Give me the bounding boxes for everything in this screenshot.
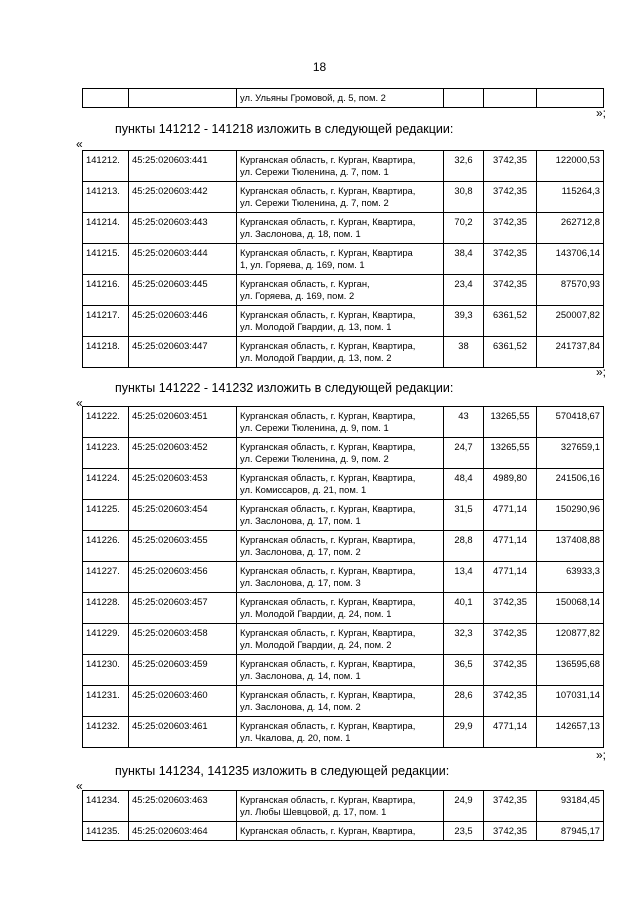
table-row: [83, 791, 604, 822]
cell-cost: 150290,96: [537, 500, 604, 531]
table-row: [83, 562, 604, 593]
cell-cost: 150068,14: [537, 593, 604, 624]
cell-cadastral: 45:25:020603:446: [129, 306, 237, 337]
address-line: ул. Заслонова, д. 17, пом. 2: [240, 546, 361, 557]
cell-num: 141216.: [83, 275, 129, 306]
cell-area: 32,3: [444, 624, 484, 655]
cell-area: 38: [444, 337, 484, 368]
table-row: [83, 469, 604, 500]
cell-address: [237, 337, 444, 368]
cell-price: 3742,35: [484, 791, 537, 822]
table-row: [83, 151, 604, 182]
address-line: Курганская область, г. Курган, Квартира,: [240, 441, 416, 452]
page-number: 18: [312, 60, 327, 74]
cell-address: [237, 717, 444, 748]
cell-area: 13,4: [444, 562, 484, 593]
cell-cadastral: 45:25:020603:455: [129, 531, 237, 562]
address-line: Курганская область, г. Курган, Квартира,: [240, 689, 416, 700]
cell-num: 141217.: [83, 306, 129, 337]
cell-num: 141214.: [83, 213, 129, 244]
cell-area: 38,4: [444, 244, 484, 275]
cell-cadastral: 45:25:020603:461: [129, 717, 237, 748]
cell-address: ул. Ульяны Громовой, д. 5, пом. 2: [237, 89, 444, 108]
cell-num: 141231.: [83, 686, 129, 717]
cell-price: 6361,52: [484, 337, 537, 368]
cell-address: [237, 822, 444, 841]
table-row: [83, 593, 604, 624]
cell-num: 141232.: [83, 717, 129, 748]
cell-cadastral: 45:25:020603:460: [129, 686, 237, 717]
cell-cost: 107031,14: [537, 686, 604, 717]
table-row: [83, 500, 604, 531]
table-row: [83, 624, 604, 655]
cell-cadastral: 45:25:020603:452: [129, 438, 237, 469]
address-line: ул. Молодой Гвардии, д. 24, пом. 1: [240, 608, 392, 619]
cell-address: [237, 469, 444, 500]
address-line: Курганская область, г. Курган, Квартира,: [240, 825, 416, 836]
address-line: ул. Горяева, д. 169, пом. 2: [240, 290, 355, 301]
cell-price: 4771,14: [484, 531, 537, 562]
cell-cost: 63933,3: [537, 562, 604, 593]
cell-area: 48,4: [444, 469, 484, 500]
cell-area: 43: [444, 407, 484, 438]
cell-price: 6361,52: [484, 306, 537, 337]
cell-cadastral: 45:25:020603:459: [129, 655, 237, 686]
cell-cost: 250007,82: [537, 306, 604, 337]
table-row: [83, 244, 604, 275]
registry-table: [82, 406, 604, 748]
address-line: Курганская область, г. Курган, Квартира,: [240, 658, 416, 669]
registry-table: [82, 150, 604, 368]
cell-cost: 87570,93: [537, 275, 604, 306]
cell-price: 4989,80: [484, 469, 537, 500]
address-line: Курганская область, г. Курган, Квартира,: [240, 596, 416, 607]
cell-num: 141227.: [83, 562, 129, 593]
cell-price: 4771,14: [484, 717, 537, 748]
cell-cost: 115264,3: [537, 182, 604, 213]
cell-cadastral: 45:25:020603:458: [129, 624, 237, 655]
table-row: [83, 275, 604, 306]
cell-cost: 120877,82: [537, 624, 604, 655]
address-line: ул. Сережи Тюленина, д. 9, пом. 2: [240, 453, 389, 464]
address-line: ул. Чкалова, д. 20, пом. 1: [240, 732, 351, 743]
cell-area: [444, 89, 484, 108]
cell-cadastral: 45:25:020603:464: [129, 822, 237, 841]
table-row: [83, 182, 604, 213]
cell-cadastral: 45:25:020603:456: [129, 562, 237, 593]
cell-num: 141230.: [83, 655, 129, 686]
cell-address: [237, 244, 444, 275]
cell-area: 28,8: [444, 531, 484, 562]
cell-cadastral: 45:25:020603:453: [129, 469, 237, 500]
table-row: [83, 686, 604, 717]
address-line: Курганская область, г. Курган, Квартира,: [240, 410, 416, 421]
cell-cost: 122000,53: [537, 151, 604, 182]
cell-address: [237, 686, 444, 717]
table-row: [83, 337, 604, 368]
table-row: [83, 655, 604, 686]
cell-address: [237, 791, 444, 822]
cell-num: 141228.: [83, 593, 129, 624]
address-line: ул. Молодой Гвардии, д. 13, пом. 2: [240, 352, 392, 363]
cell-cadastral: 45:25:020603:447: [129, 337, 237, 368]
cell-price: 3742,35: [484, 624, 537, 655]
address-line: Курганская область, г. Курган, Квартира,: [240, 154, 416, 165]
address-line: ул. Заслонова, д. 14, пом. 1: [240, 670, 361, 681]
cell-cadastral: 45:25:020603:457: [129, 593, 237, 624]
address-line: Курганская область, г. Курган, Квартира: [240, 247, 413, 258]
cell-area: 23,5: [444, 822, 484, 841]
cell-price: 13265,55: [484, 407, 537, 438]
cell-cost: 241506,16: [537, 469, 604, 500]
cell-cost: 327659,1: [537, 438, 604, 469]
cell-num: 141235.: [83, 822, 129, 841]
address-line: Курганская область, г. Курган, Квартира,: [240, 185, 416, 196]
address-line: ул. Сережи Тюленина, д. 9, пом. 1: [240, 422, 389, 433]
address-line: ул. Заслонова, д. 17, пом. 1: [240, 515, 361, 526]
section-instruction: пункты 141222 - 141232 изложить в следующей редакции:: [115, 381, 454, 395]
address-line: Курганская область, г. Курган, Квартира,: [240, 216, 416, 227]
closing-quote: »;: [596, 365, 607, 379]
cell-price: 3742,35: [484, 213, 537, 244]
cell-num: 141215.: [83, 244, 129, 275]
cell-cadastral: 45:25:020603:445: [129, 275, 237, 306]
cell-cost: 93184,45: [537, 791, 604, 822]
cell-price: [484, 89, 537, 108]
cell-price: 3742,35: [484, 822, 537, 841]
table-row: [83, 213, 604, 244]
cell-num: [83, 89, 129, 108]
closing-quote: »;: [596, 748, 607, 762]
table-row: [83, 717, 604, 748]
cell-price: 13265,55: [484, 438, 537, 469]
cell-cost: [537, 89, 604, 108]
cell-cadastral: 45:25:020603:451: [129, 407, 237, 438]
registry-table: [82, 790, 604, 841]
cell-cost: 143706,14: [537, 244, 604, 275]
address-line: 1, ул. Горяева, д. 169, пом. 1: [240, 259, 365, 270]
cell-cost: 137408,88: [537, 531, 604, 562]
address-line: ул. Любы Шевцовой, д. 17, пом. 1: [240, 806, 387, 817]
cell-area: 23,4: [444, 275, 484, 306]
cell-area: 39,3: [444, 306, 484, 337]
cell-num: 141229.: [83, 624, 129, 655]
cell-address: [237, 182, 444, 213]
cell-area: 32,6: [444, 151, 484, 182]
cell-address: [237, 438, 444, 469]
cell-cadastral: 45:25:020603:454: [129, 500, 237, 531]
cell-num: 141213.: [83, 182, 129, 213]
address-line: Курганская область, г. Курган, Квартира,: [240, 794, 416, 805]
cell-cost: 241737,84: [537, 337, 604, 368]
cell-address: [237, 593, 444, 624]
address-line: Курганская область, г. Курган, Квартира,: [240, 503, 416, 514]
cell-cost: 262712,8: [537, 213, 604, 244]
section-instruction: пункты 141212 - 141218 изложить в следующей редакции:: [115, 122, 454, 136]
address-line: Курганская область, г. Курган, Квартира,: [240, 627, 416, 638]
cell-address: [237, 562, 444, 593]
cell-address: [237, 531, 444, 562]
opening-quote: «: [76, 137, 83, 151]
cell-address: [237, 275, 444, 306]
address-line: Курганская область, г. Курган, Квартира,: [240, 309, 416, 320]
cell-address: [237, 655, 444, 686]
cell-address: [237, 407, 444, 438]
cell-price: 3742,35: [484, 686, 537, 717]
address-line: ул. Молодой Гвардии, д. 24, пом. 2: [240, 639, 392, 650]
table-row: [83, 531, 604, 562]
address-line: Курганская область, г. Курган, Квартира,: [240, 565, 416, 576]
cell-num: 141225.: [83, 500, 129, 531]
cell-address: [237, 213, 444, 244]
section-instruction: пункты 141234, 141235 изложить в следующей редакции:: [115, 764, 450, 778]
cell-price: 3742,35: [484, 655, 537, 686]
cell-num: 141223.: [83, 438, 129, 469]
cell-cadastral: 45:25:020603:443: [129, 213, 237, 244]
cell-cadastral: 45:25:020603:463: [129, 791, 237, 822]
address-line: Курганская область, г. Курган, Квартира,: [240, 534, 416, 545]
cell-address: [237, 500, 444, 531]
cell-area: 24,9: [444, 791, 484, 822]
cell-price: 3742,35: [484, 244, 537, 275]
cell-price: 3742,35: [484, 182, 537, 213]
address-line: ул. Сережи Тюленина, д. 7, пом. 1: [240, 166, 389, 177]
address-line: Курганская область, г. Курган, Квартира,: [240, 472, 416, 483]
cell-price: 4771,14: [484, 562, 537, 593]
cell-cost: 142657,13: [537, 717, 604, 748]
cell-price: 3742,35: [484, 275, 537, 306]
opening-quote: «: [76, 396, 83, 410]
cell-area: 28,6: [444, 686, 484, 717]
opening-quote: «: [76, 779, 83, 793]
cell-area: 24,7: [444, 438, 484, 469]
address-line: Курганская область, г. Курган,: [240, 278, 370, 289]
cell-price: 3742,35: [484, 151, 537, 182]
cell-cadastral: [129, 89, 237, 108]
cell-price: 4771,14: [484, 500, 537, 531]
cell-address: [237, 624, 444, 655]
cell-area: 70,2: [444, 213, 484, 244]
cell-num: 141226.: [83, 531, 129, 562]
cell-cadastral: 45:25:020603:442: [129, 182, 237, 213]
closing-quote: »;: [596, 106, 607, 120]
cell-num: 141222.: [83, 407, 129, 438]
cell-cost: 570418,67: [537, 407, 604, 438]
cell-area: 29,9: [444, 717, 484, 748]
cell-num: 141234.: [83, 791, 129, 822]
cell-num: 141212.: [83, 151, 129, 182]
cell-cadastral: 45:25:020603:441: [129, 151, 237, 182]
address-line: ул. Сережи Тюленина, д. 7, пом. 2: [240, 197, 389, 208]
table-row: [83, 438, 604, 469]
table-row: [83, 89, 604, 108]
cell-num: 141224.: [83, 469, 129, 500]
cell-price: 3742,35: [484, 593, 537, 624]
table-row: [83, 822, 604, 841]
cell-area: 40,1: [444, 593, 484, 624]
cell-area: 30,8: [444, 182, 484, 213]
address-line: Курганская область, г. Курган, Квартира,: [240, 720, 416, 731]
table-row: [83, 407, 604, 438]
cell-area: 36,5: [444, 655, 484, 686]
table-row: [83, 306, 604, 337]
address-line: Курганская область, г. Курган, Квартира,: [240, 340, 416, 351]
address-line: ул. Заслонова, д. 17, пом. 3: [240, 577, 361, 588]
cell-address: [237, 151, 444, 182]
cell-num: 141218.: [83, 337, 129, 368]
address-line: ул. Молодой Гвардии, д. 13, пом. 1: [240, 321, 392, 332]
address-line: ул. Комиссаров, д. 21, пом. 1: [240, 484, 367, 495]
table-fragment: [82, 88, 604, 108]
cell-address: [237, 306, 444, 337]
cell-cost: 87945,17: [537, 822, 604, 841]
address-line: ул. Заслонова, д. 18, пом. 1: [240, 228, 361, 239]
address-line: ул. Заслонова, д. 14, пом. 2: [240, 701, 361, 712]
cell-cadastral: 45:25:020603:444: [129, 244, 237, 275]
cell-cost: 136595,68: [537, 655, 604, 686]
cell-area: 31,5: [444, 500, 484, 531]
